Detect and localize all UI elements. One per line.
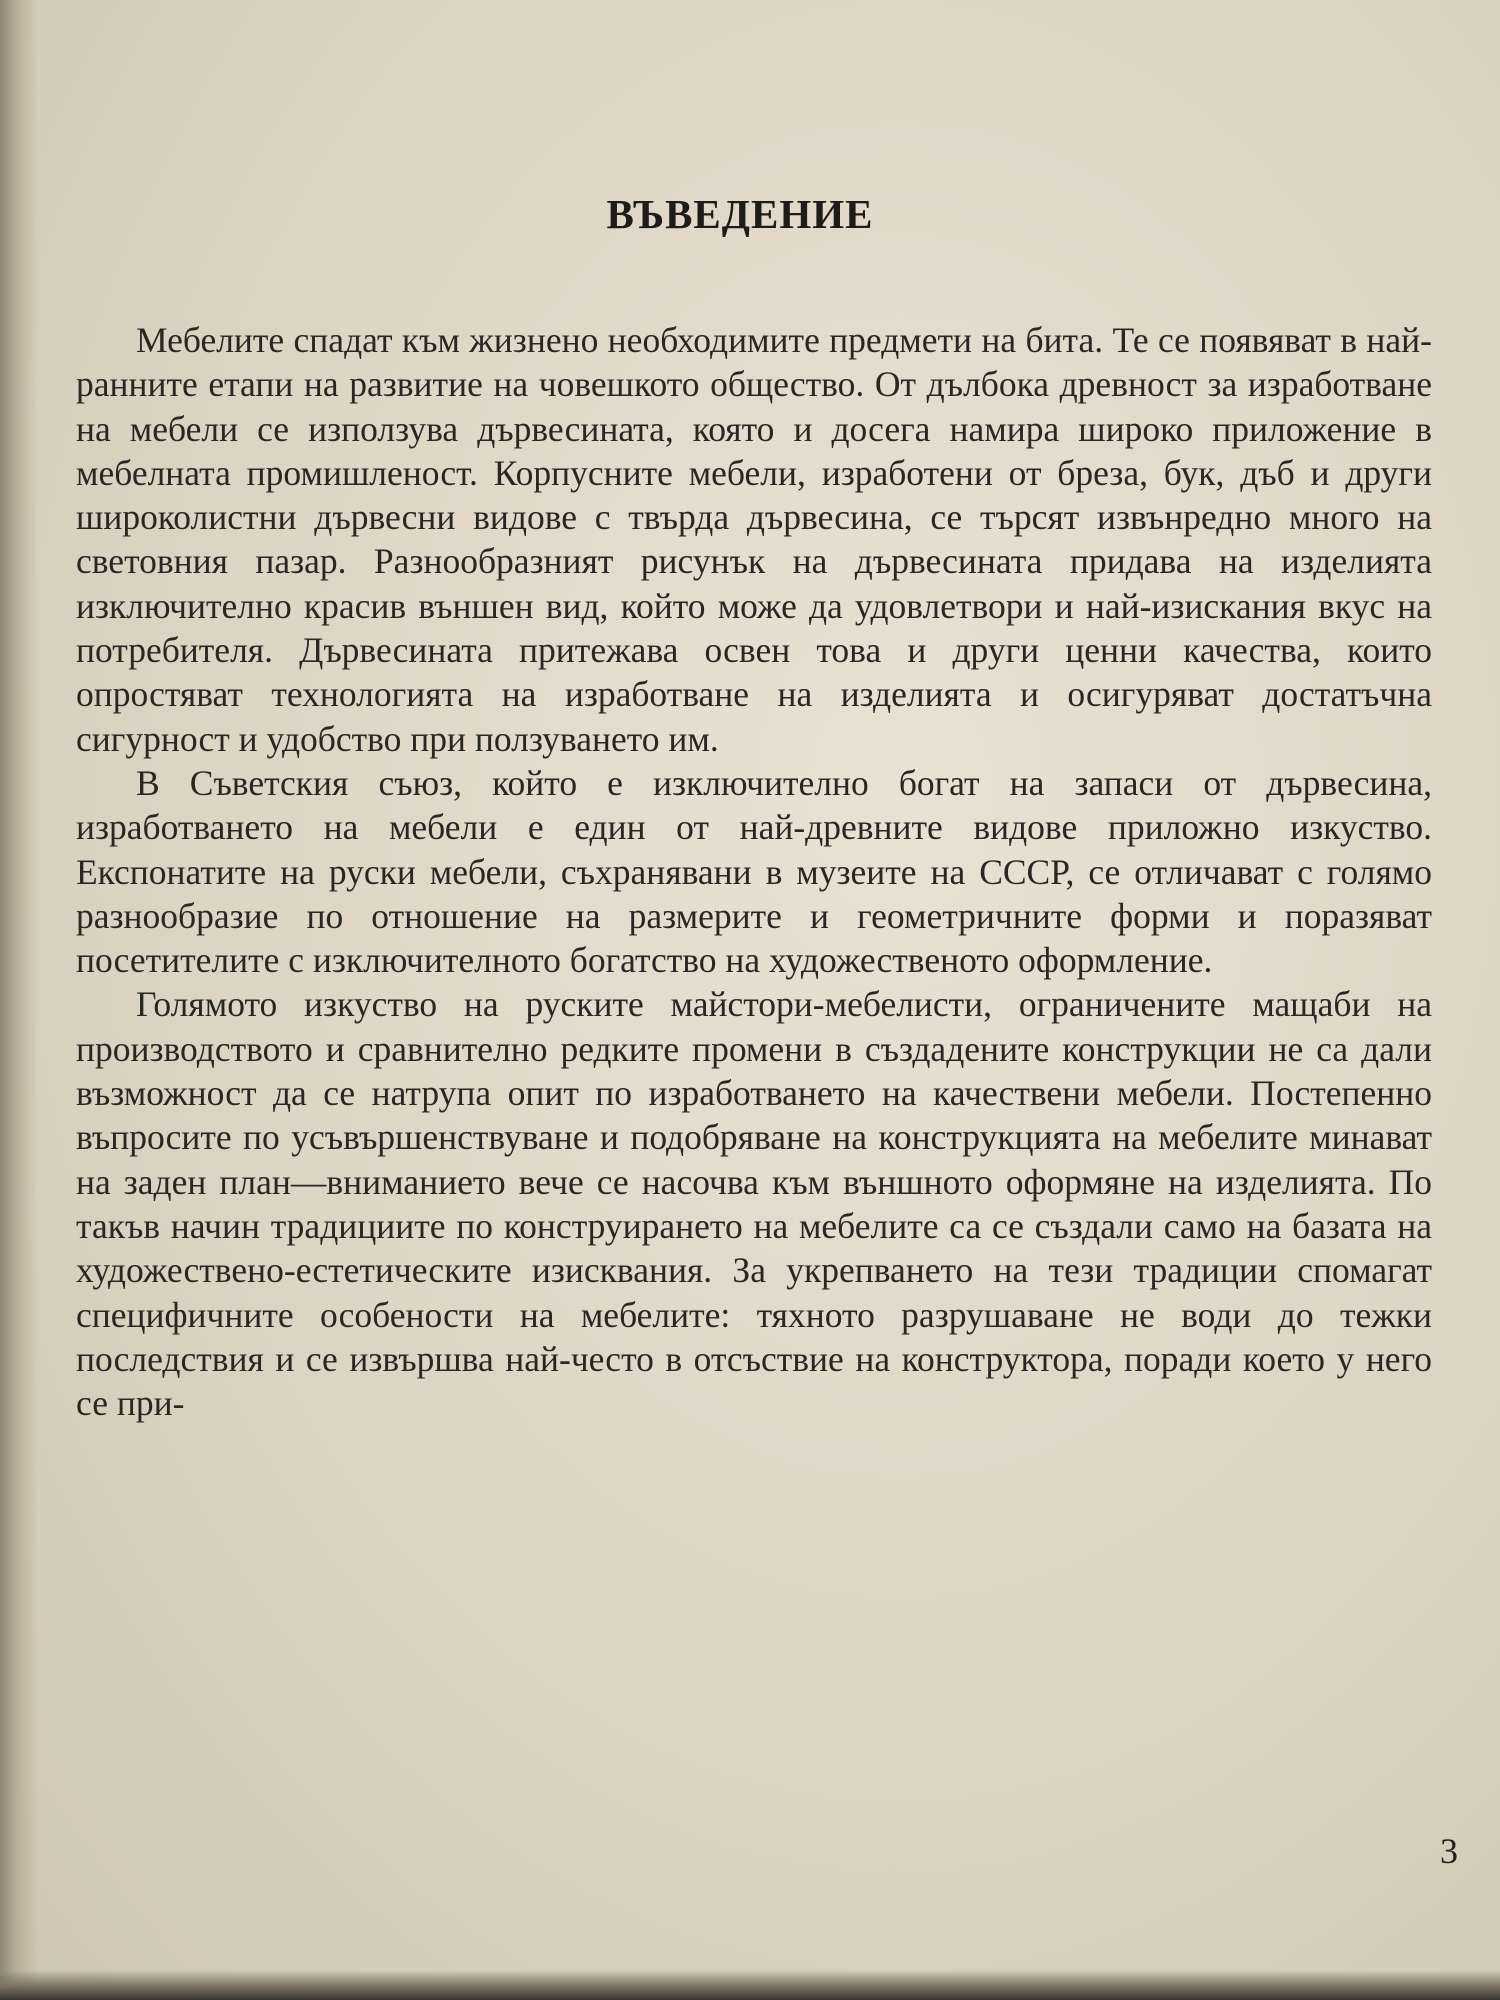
chapter-title: ВЪВЕДЕНИЕ	[606, 191, 874, 237]
paragraph-1: Мебелите спадат към жизнено необходимите предмети на бита. Те се появяват в най-ранните етапи на развитие на човешкото общество. От дълбока древност за изработване на мебели се използува дървесината, която и досега намира широко приложение в мебелната промишленост. Корпусните мебели, изработени от бреза, бук, дъб и други широколистни дървесни видове с твърда дървесина, се търсят извънредно много на световния пазар. Разнообразният рисунък на дървесината придава на изделията изключително красив външен вид, който може да удовлетвори и най-изискания вкус на потребителя. Дървесината притежава освен това и други ценни качества, които опростяват технологията на изработване на изделията и осигуряват достатъчна сигурност и удобство при ползуването им.	[76, 320, 1432, 759]
paragraph-3: Голямото изкуство на руските майстори-мебелисти, ограничените мащаби на производството и сравнително редките промени в създадените конструкции не са дали възможност да се натрупа опит по изработването на качествени мебели. Постепенно въпросите по усъвършенствуване и подобряване на конструкцията на мебелите минават на заден план—вниманието вече се насочва към външното оформяне на изделията. По такъв начин традициите по конструирането на мебелите са се създали само на базата на художествено-естетическите изисквания. За укрепването на тези традиции спомагат специфичните особености на мебелите: тяхното разрушаване не води до тежки последствия и се извършва най-често в отсъствие на конструктора, поради което у него се при-	[76, 984, 1432, 1424]
page-number: 3	[1440, 1831, 1458, 1871]
paragraph-2: В Съветския съюз, който е изключително богат на запаси от дървесина, изработването на мебели е един от най-древните видове приложно изкуство. Експонатите на руски мебели, съхранявани в музеите на СССР, се отличават с голямо разнообразие по отношение на размерите и геометричните форми и поразяват посетителите с изключителното богатство на художественото оформление.	[76, 762, 1432, 981]
body-text	[76, 318, 1432, 1425]
binding-gutter-shadow	[0, 0, 38, 2000]
page-bottom-edge-shadow	[0, 1970, 1500, 2000]
